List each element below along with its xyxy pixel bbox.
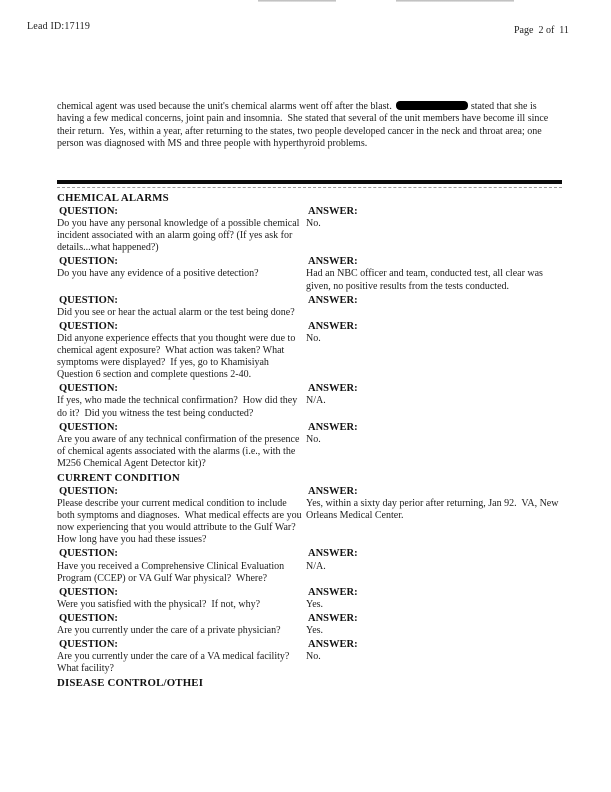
answer-cell [306,548,563,584]
intro-text-before: chemical agent was used because the unit's chemical alarms went off after the blast. [57,101,392,112]
answer-label: ANSWER: [308,639,358,651]
intro-text-after: stated that she is having a few medical concerns, joint pain and insomnia. She stated that several of the unit members have become ill since their return. Yes, within a year, after returning to the states, two people developed cancer in the neck and throat area; one person was diagnosed with MS and three people with hyperthyroid problems. [57,101,551,149]
qa-row [57,613,563,637]
section-title-current-condition: CURRENT CONDITION [57,471,180,484]
answer-label: ANSWER: [308,586,358,598]
section-title-disease-control: DISEASE CONTROL/OTHEI [57,677,204,690]
question-cell [57,321,306,381]
qa-row [57,383,563,419]
intro-paragraph [57,101,551,150]
qa-content [57,191,563,691]
question-cell [57,206,306,254]
answer-label: ANSWER: [308,485,358,497]
qa-row [57,321,563,381]
answer-text: Yes. [306,625,324,636]
question-text: If yes, who made the technical confirmation? How did they do it? Did you witness the test being conducted? [57,395,300,419]
question-text: Are you currently under the care of a VA medical facility? What facility? [57,651,295,675]
answer-text: Had an NBC officer and team, conducted test, all clear was given, no positive results from the tests conducted. [306,268,546,292]
question-cell [57,256,306,292]
qa-row [57,486,563,546]
question-label: QUESTION: [59,421,118,433]
question-label: QUESTION: [59,612,118,624]
question-cell [57,548,306,584]
answer-cell [306,321,563,381]
question-text: Were you satisfied with the physical? If not, why? [57,598,261,610]
answer-label: ANSWER: [308,612,358,624]
qa-row [57,639,563,675]
question-text: Did anyone experience effects that you thought were due to chemical agent exposure? What action was taken? What symptoms were displayed? If yes, go to Khamisiyah Question 6 section and complete questions 2-40. [57,332,298,381]
answer-cell [306,383,563,419]
question-text: Do you have any evidence of a positive detection? [57,268,259,280]
answer-text: Yes, within a sixty day perior after returning, Jan 92. VA, New Orleans Medical Center. [306,498,561,522]
answer-cell [306,639,563,675]
answer-cell [306,486,563,546]
question-label: QUESTION: [59,206,118,217]
question-label: QUESTION: [59,256,118,268]
answer-text: No. [306,651,321,663]
question-text: Please describe your current medical condition to include both symptoms and diagnoses. What medical effects are you now experiencing that you would attribute to the Gulf War? How long have you had these issues? [57,498,305,546]
answer-label: ANSWER: [308,421,358,433]
question-cell [57,383,306,419]
question-cell [57,486,306,546]
question-text: Are you aware of any technical confirmation of the presence of chemical agents associated with the alarms (i.e., with the M256 Chemical Agent Detector kit)? [57,433,302,469]
answer-text: N/A. [306,395,326,407]
question-text: Did you see or hear the actual alarm or the test being done? [57,306,295,318]
divider-line [57,187,562,188]
answer-label: ANSWER: [308,548,358,560]
scan-artifact-line [396,0,514,2]
answer-cell [306,587,563,611]
redacted-header-bar [57,180,562,184]
redaction-box [396,101,468,110]
question-label: QUESTION: [59,383,118,395]
answer-label: ANSWER: [308,294,358,306]
question-text: Do you have any personal knowledge of a possible chemical incident associated with an alarm going off? (If yes ask for details...what happened?) [57,218,302,254]
answer-text: No. [306,332,321,344]
answer-text: Yes. [306,598,324,610]
answer-cell [306,206,563,254]
question-label: QUESTION: [59,294,118,306]
qa-row [57,295,563,319]
question-cell [57,422,306,470]
question-label: QUESTION: [59,586,118,598]
question-text: Have you received a Comprehensive Clinical Evaluation Program (CCEP) or VA Gulf War physical? Where? [57,560,287,584]
answer-label: ANSWER: [308,383,358,395]
answer-cell [306,295,563,319]
question-label: QUESTION: [59,320,118,332]
answer-text: No. [306,433,321,445]
question-cell [57,587,306,611]
qa-row [57,548,563,584]
page-number: Page 2 of 11 [514,25,569,36]
qa-row [57,422,563,470]
qa-row [57,587,563,611]
question-cell [57,639,306,675]
lead-id: Lead ID:17119 [27,21,91,32]
question-label: QUESTION: [59,639,118,651]
question-label: QUESTION: [59,485,118,497]
answer-cell [306,613,563,637]
question-cell [57,295,306,319]
answer-cell [306,256,563,292]
qa-row [57,206,563,254]
answer-label: ANSWER: [308,256,358,268]
question-cell [57,613,306,637]
answer-label: ANSWER: [308,320,358,332]
answer-label: ANSWER: [308,206,358,217]
question-label: QUESTION: [59,548,118,560]
answer-text: No. [306,218,321,230]
answer-cell [306,422,563,470]
section-title-chemical-alarms: CHEMICAL ALARMS [57,192,169,204]
qa-row [57,256,563,292]
answer-text: N/A. [306,560,326,572]
question-text: Are you currently under the care of a private physician? [57,625,281,636]
scan-artifact-line [258,0,336,2]
